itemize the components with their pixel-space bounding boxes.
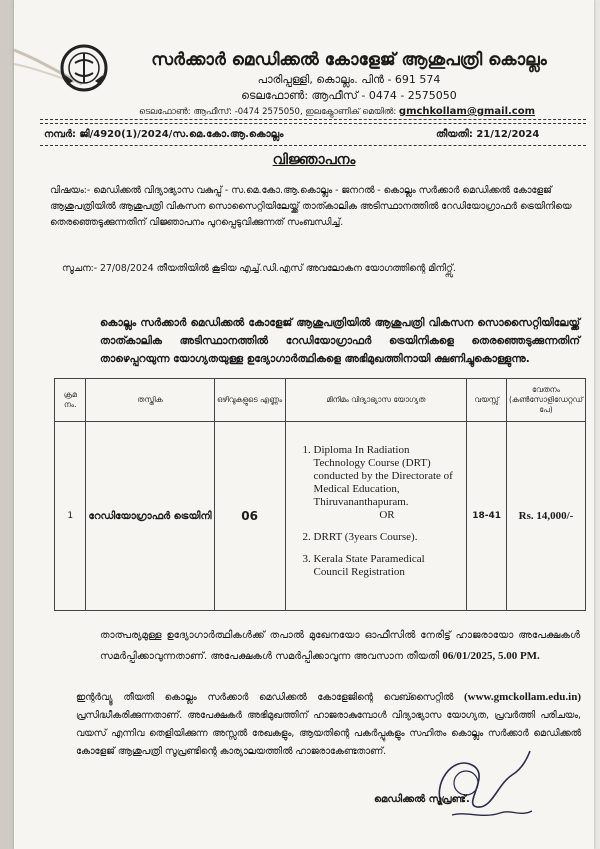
qualification-item-registration: 3. Kerala State Paramedical Council Registration xyxy=(314,553,461,579)
cell-sl-no: 1 xyxy=(55,422,86,611)
interview-text-end: പ്രസിദ്ധീകരിക്കുന്നതാണ്. അപേക്ഷകർ അഭിമുഖത്തിന് ഹാജരാകുമ്പോൾ വിദ്യാഭ്യാസ യോഗ്യത, പ്രവർത്തി പരിചയം, വയസ് എന്നിവ തെളിയിക്കുന്ന അസ്സൽ രേഖകളും, ആയതിന്റെ പകർപ്പുകളും സഹിതം കൊല്ലം സർക്കാർ മെഡിക്കൽ കോളേജ് ആശുപത്രി സൂപ്രണ്ടിന്റെ കാര്യാലയത്തിൽ ഹാജരാകേണ്ടതാണ്. xyxy=(76,710,581,757)
header-post: തസ്തിക xyxy=(86,379,214,422)
header-divider-second xyxy=(40,123,586,124)
college-emblem-icon xyxy=(59,43,109,93)
handwritten-signature-icon xyxy=(422,745,542,825)
website-link[interactable]: (www.gmckollam.edu.in) xyxy=(463,691,581,703)
vacancy-table xyxy=(54,378,586,611)
application-deadline: 06/01/2025, 5.00 PM. xyxy=(442,650,540,662)
cell-post: റേഡിയോഗ്രാഫർ ട്രെയിനി xyxy=(86,422,214,611)
notification-document xyxy=(14,0,594,849)
interview-text-start: ഇന്റർവ്യൂ തീയതി കൊല്ലം സർക്കാർ മെഡിക്കൽ കോളേജിന്റെ വെബ്സൈറ്റിൽ xyxy=(76,692,464,703)
intro-paragraph: കൊല്ലം സർക്കാർ മെഡിക്കൽ കോളേജ് ആശുപത്രിയിൽ ആശുപത്രി വികസന സൊസൈറ്റിയിലേയ്ക്ക് താത്കാലിക അടിസ്ഥാനത്തിൽ റേഡിയോഗ്രാഫർ ട്രെയിനികളെ തെരഞ്ഞെടുക്കുന്നതിന് താഴെപ്പറയുന്ന യോഗ്യതയുള്ള ഉദ്യോഗാർത്ഥികളെ അഭിമുഖത്തിനായി ക്ഷണിച്ചുകൊള്ളുന്നു. xyxy=(100,317,580,365)
cell-qualification xyxy=(285,422,467,611)
reference-number: നമ്പർ: ജി/4920(1)/2024/സ.മെ.കോ.ആ.കൊല്ലം xyxy=(44,129,284,140)
cell-age: 18-41 xyxy=(467,422,507,611)
header-qualification: മിനിമം വിദ്യാഭ്യാസ യോഗ്യത xyxy=(285,379,467,422)
institution-name: സർക്കാർ മെഡിക്കൽ കോളേജ് ആശുപത്രി കൊല്ലം xyxy=(151,50,547,70)
cell-salary: Rs. 14,000/- xyxy=(506,422,585,611)
header-divider-top xyxy=(40,119,586,120)
contact-line xyxy=(92,106,582,117)
table-header-row xyxy=(55,379,586,422)
cell-vacancies: 06 xyxy=(214,422,285,611)
email-address: gmchkollam@gmail.com xyxy=(398,106,536,117)
header-salary: വേതനം (കൺസോളിഡേറ്റഡ് പേ) xyxy=(506,379,585,422)
paper-edge-shadow xyxy=(0,0,14,849)
qualification-text: Diploma In Radiation Technology Course (DRT) conducted by the Directorate of Medical Education, Thiruvananthapuram. xyxy=(313,444,453,508)
qualification-or: OR xyxy=(379,509,395,521)
table-row xyxy=(55,422,586,611)
qualification-item-diploma xyxy=(314,444,461,522)
application-text: താത്പര്യമുള്ള ഉദ്യോഗാർത്ഥികൾക്ക് തപാൽ മുഖേനയോ ഓഫീസിൽ നേരിട്ട് ഹാജരായോ അപേക്ഷകൾ സമർപ്പിക്കാവുന്നതാണ്. അപേക്ഷകൾ സമർപ്പിക്കാവുന്ന അവസാന തീയതി xyxy=(100,630,580,662)
institution-address: പാരിപ്പള്ളി, കൊല്ലം. പിൻ - 691 574 xyxy=(257,73,441,86)
qualification-list xyxy=(296,444,461,579)
header-divider-bottom xyxy=(40,145,586,146)
office-phone: ടെലഫോൺ: ആഫീസ് - 0474 - 2575050 xyxy=(241,89,457,102)
signatory-designation: മെഡിക്കൽ സൂപ്രണ്ട്. xyxy=(374,794,470,805)
subject-paragraph: വിഷയം:- മെഡിക്കൽ വിദ്യാഭ്യാസ വകുപ്പ് - സ.മെ.കോ.ആ.കൊല്ലം - ജനറൽ - കൊല്ലം സർക്കാർ മെഡിക്കൽ കോളേജ് ആശുപത്രിയിൽ ആശുപത്രി വികസന സൊസൈറ്റിയിലേയ്ക്ക് താത്കാലിക അടിസ്ഥാനത്തിൽ റേഡിയോഗ്രാഫർ ട്രെയിനിയെ തെരഞ്ഞെടുക്കുന്നതിന് വിജ്ഞാപനം പുറപ്പെടുവിക്കുന്നത് സംബന്ധിച്ച്. xyxy=(50,185,572,228)
header-sl-no: ക്രമ നം. xyxy=(55,379,86,422)
header-vacancies: ഒഴിവുകളുടെ എണ്ണം xyxy=(214,379,285,422)
header-age: വയസ്സ് xyxy=(467,379,507,422)
document-date: തീയതി: 21/12/2024 xyxy=(436,129,540,140)
document-heading: വിജ്ഞാപനം xyxy=(272,152,356,168)
contact-prefix: ടെലഫോൺ: ആഫീസ്: -0474 2575050, ഇലക്ട്രോണിക് മെയിൽ: xyxy=(138,107,399,117)
qualification-item-drrt: 2. DRRT (3years Course). xyxy=(314,531,461,544)
reference-note: സൂചന:- 27/08/2024 തീയതിയിൽ കൂടിയ എച്ച്.ഡി.എസ് അവലോകന യോഗത്തിന്റെ മിനിറ്റ്സ്. xyxy=(62,263,456,274)
application-paragraph xyxy=(100,626,580,667)
